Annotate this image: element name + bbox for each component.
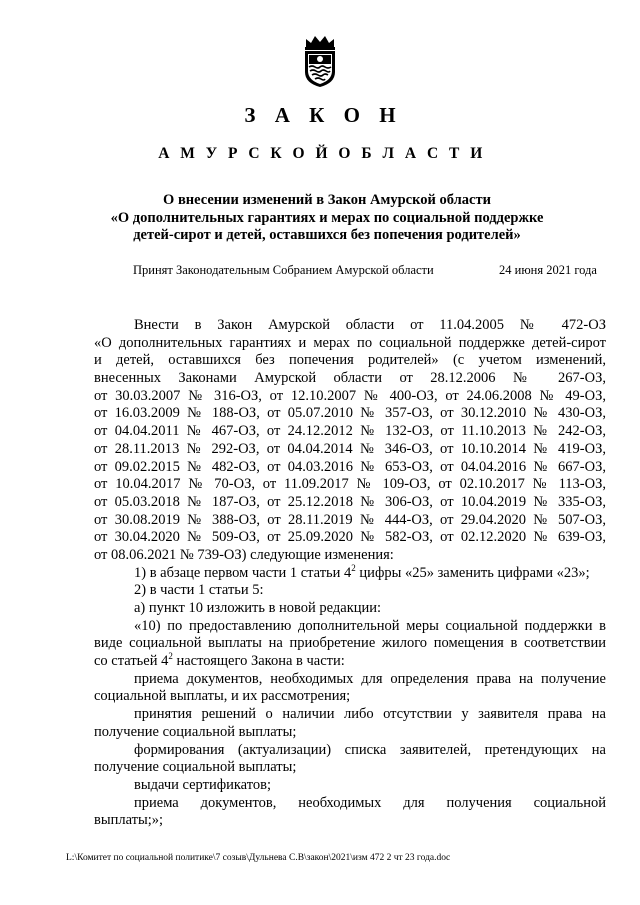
body-text: 1) в абзаце первом части 1 статьи 4 [134,564,352,581]
body-text: со статьей 4 [94,653,169,670]
body-line: Внести в Закон Амурской области от 11.04.2005 № 472-ОЗ [134,317,606,333]
body-line: от 30.08.2019 № 388-ОЗ, от 28.11.2019 № 444-ОЗ, от 29.04.2020 № 507-ОЗ, [94,511,606,528]
body-line: от 16.03.2009 № 188-ОЗ, от 05.07.2010 № 357-ОЗ, от 30.12.2010 № 430-ОЗ, [94,405,606,422]
body-line [94,653,606,671]
body-text: цифры «25» заменить цифрами «23»; [355,564,590,581]
body-line: принятия решений о наличии либо отсутствии у заявителя права на [134,706,606,723]
body-line: а) пункт 10 изложить в новой редакции: [134,600,382,616]
adopted-date: 24 июня 2021 года [499,263,597,277]
body-line: выплаты;»; [94,812,164,829]
body-line: социальной выплаты, и их рассмотрения; [94,688,351,705]
body-line: выдачи сертификатов; [134,776,272,793]
law-heading [92,192,562,245]
heading-line: О внесении изменений в Закон Амурской области [163,192,491,208]
region-title: А М У Р С К О Й О Б Л А С Т И [158,145,486,162]
superscript: 2 [351,562,356,573]
coat-of-arms-icon [298,34,342,88]
body-text: настоящего Закона в части: [172,653,345,670]
adopted-by: Принят Законодательным Собранием Амурской области [133,263,434,277]
file-path-footer: L:\Комитет по социальной политике\7 созыв\Дульнева С.В\закон\2021\изм 472 2 чт 23 года.doc [66,853,451,863]
body-line: приема документов, необходимых для определения права на получение [134,670,606,687]
body-line: получение социальной выплаты; [94,723,297,740]
body-line: от 30.03.2007 № 316-ОЗ, от 12.10.2007 № 400-ОЗ, от 24.06.2008 № 49-ОЗ, [94,387,606,404]
law-body [94,317,606,830]
body-line: приема документов, необходимых для получения социальной [134,794,606,811]
body-line: от 09.02.2015 № 482-ОЗ, от 04.03.2016 № 653-ОЗ, от 04.04.2016 № 667-ОЗ, [94,458,606,475]
body-line: получение социальной выплаты; [94,759,297,776]
body-line: и детей, оставшихся без попечения родителей» (с учетом изменений, [94,352,606,369]
body-line: формирования (актуализации) списка заявителей, претендующих на [134,741,606,758]
superscript: 2 [168,651,173,662]
body-line: внесенных Законами Амурской области от 28.12.2006 № 267-ОЗ, [94,370,606,387]
body-line: «10) по предоставлению дополнительной меры социальной поддержки в [134,617,606,634]
body-line: от 08.06.2021 № 739-ОЗ) следующие изменения: [94,546,394,563]
body-line: «О дополнительных гарантиях и мерах по социальной поддержке детей-сирот [94,334,606,351]
body-line: от 30.04.2020 № 509-ОЗ, от 25.09.2020 № 582-ОЗ, от 02.12.2020 № 639-ОЗ, [94,529,606,546]
body-line: виде социальной выплаты на приобретение жилого помещения в соответствии [94,635,606,652]
heading-line: «О дополнительных гарантиях и мерах по социальной поддержке [110,209,544,226]
body-line: от 28.11.2013 № 292-ОЗ, от 04.04.2014 № 346-ОЗ, от 10.10.2014 № 419-ОЗ, [94,440,606,457]
law-title: З А К О Н [244,103,403,127]
body-line: от 10.04.2017 № 70-ОЗ, от 11.09.2017 № 109-ОЗ, от 02.10.2017 № 113-ОЗ, [94,476,606,493]
heading-line: детей-сирот и детей, оставшихся без попечения родителей» [133,227,521,243]
body-line: 2) в части 1 статьи 5: [134,582,264,599]
body-line [94,562,606,583]
body-line: от 05.03.2018 № 187-ОЗ, от 25.12.2018 № 306-ОЗ, от 10.04.2019 № 335-ОЗ, [94,493,606,510]
body-line: от 04.04.2011 № 467-ОЗ, от 24.12.2012 № 132-ОЗ, от 11.10.2013 № 242-ОЗ, [94,423,606,440]
